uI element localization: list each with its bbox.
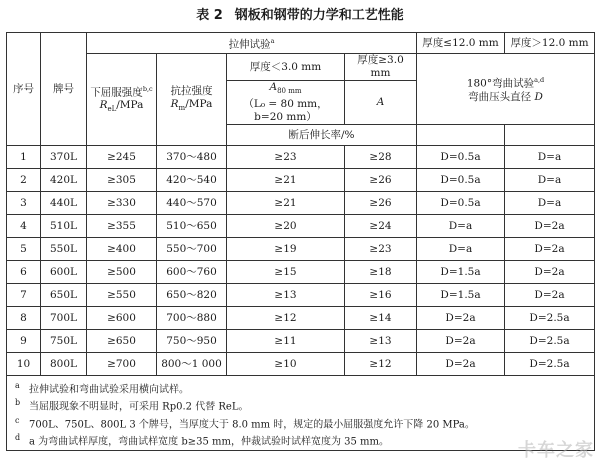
properties-table — [6, 32, 595, 451]
header-bend-blank-1 — [417, 125, 505, 146]
table-row: 3 440L ≥330 440～570 ≥21 ≥26 D=0.5a D=a — [7, 192, 595, 215]
header-a: A — [345, 81, 417, 125]
note-c: c 700L、750L、800L 3 个牌号，当厚度大于 8.0 mm 时，规定的最小屈服强度允许下降 20 MPa。 — [15, 415, 475, 431]
header-thickness-ge3: 厚度≥3.0 mm — [345, 54, 417, 81]
table-notes — [7, 376, 595, 451]
note-d: d a 为弯曲试样厚度，弯曲试样宽度 b≥35 mm，仲裁试验时试样宽度为 35 mm。 — [15, 433, 390, 448]
note-b: b 当屈服现象不明显时，可采用 Rp0.2 代替 ReL。 — [15, 398, 249, 413]
table-row: 6 600L ≥500 600～760 ≥15 ≥18 D=1.5a D=2a — [7, 261, 595, 284]
note-a: a 拉伸试验和弯曲试验采用横向试样。 — [15, 381, 189, 396]
watermark-logo: 卡车之家 — [518, 440, 594, 461]
header-grade: 牌号 — [41, 33, 87, 146]
header-a80: $A_{80 mm}$ （L₀ = 80 mm，b=20 mm） — [227, 81, 345, 125]
header-tensile-test: 拉伸试验$^a$ — [87, 33, 417, 54]
table-row: 2 420L ≥305 420～540 ≥21 ≥26 D=0.5a D=a — [7, 169, 595, 192]
table-row: 9 750L ≥650 750～950 ≥11 ≥13 D=2a D=2.5a — [7, 330, 595, 353]
table-row: 1 370L ≥245 370～480 ≥23 ≥28 D=0.5a D=a — [7, 146, 595, 169]
header-bend-test: 180°弯曲试验$^{a,d}$ 弯曲压头直径 D — [417, 54, 595, 125]
header-thickness-le12: 厚度≤12.0 mm — [417, 33, 505, 54]
header-elongation: 断后伸长率/% — [227, 125, 417, 146]
table-row: 10 800L ≥700 800～1 000 ≥10 ≥12 D=2a D=2.5a — [7, 353, 595, 376]
table-row: 4 510L ≥355 510～650 ≥20 ≥24 D=a D=2a — [7, 215, 595, 238]
header-seq: 序号 — [7, 33, 41, 146]
table-row: 7 650L ≥550 650～820 ≥13 ≥16 D=1.5a D=2a — [7, 284, 595, 307]
table-row: 8 700L ≥600 700～880 ≥12 ≥14 D=2a D=2.5a — [7, 307, 595, 330]
table-number: 表 2 — [196, 8, 223, 23]
header-thickness-gt12: 厚度＞12.0 mm — [505, 33, 595, 54]
header-bend-blank-2 — [505, 125, 595, 146]
table-title-text: 钢板和钢带的力学和工艺性能 — [234, 8, 404, 23]
header-tensile-strength: 抗拉强度 $R_m$/MPa — [157, 54, 227, 146]
header-yield-strength: 下屈服强度$^{b,c}$ $R_{eL}$/MPa — [87, 54, 157, 146]
header-thickness-lt3: 厚度＜3.0 mm — [227, 54, 345, 81]
table-title — [0, 4, 600, 23]
table-row: 5 550L ≥400 550～700 ≥19 ≥23 D=a D=2a — [7, 238, 595, 261]
